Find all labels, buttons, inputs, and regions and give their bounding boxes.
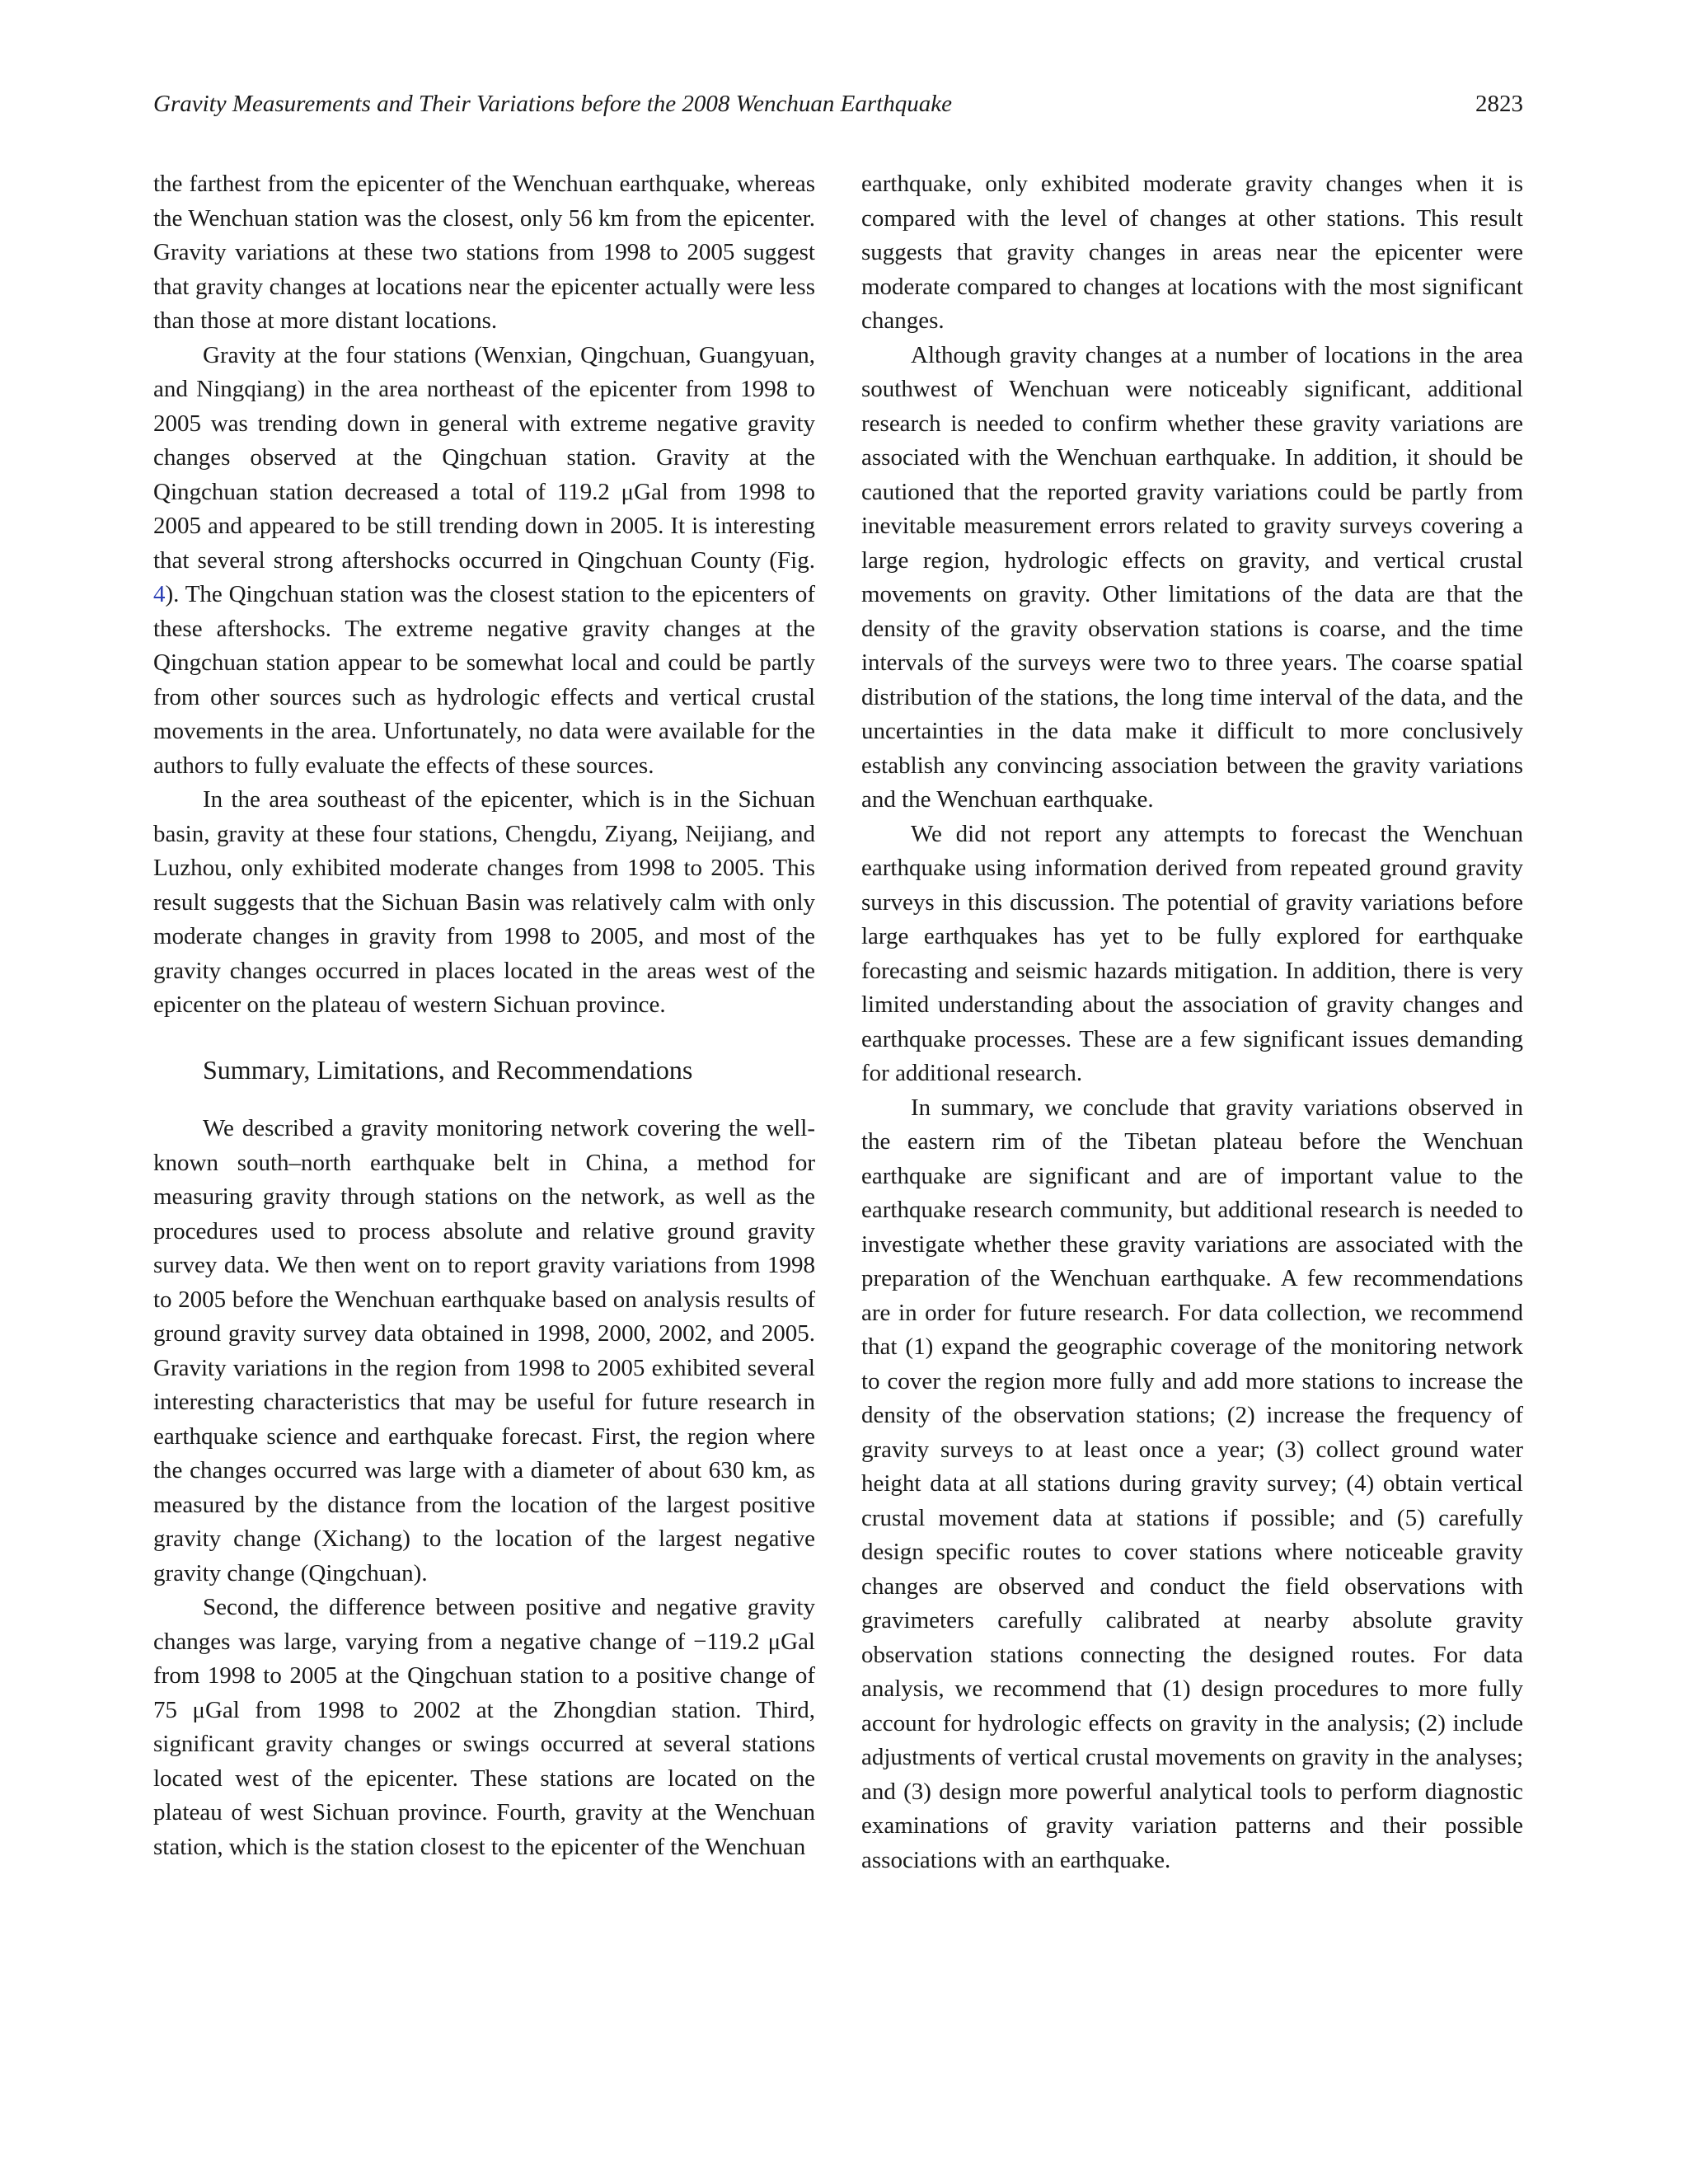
left-column	[153, 167, 815, 1864]
figure-4-link[interactable]: 4	[153, 581, 166, 607]
page-number: 2823	[1475, 91, 1523, 117]
paragraph-right-3: We did not report any attempts to forecast the Wenchuan earthquake using information derived from repeated ground gravity surveys in this discussion. The potential of gravity variations before large earthquakes has yet to be fully explored for earthquake forecasting and seismic hazards mitigation. In addition, there is very limited understanding about the association of gravity changes and earthquake processes. These are a few significant issues demanding for additional research.	[861, 820, 1523, 1086]
paragraph-right-4: In summary, we conclude that gravity variations observed in the eastern rim of the Tibetan plateau before the Wenchuan earthquake are significant and are of important value to the earthquake research community, but additional research is needed to investigate whether these gravity variations are associated with the preparation of the Wenchuan earthquake. A few recommendations are in order for future research. For data collection, we recommend that (1) expand the geographic coverage of the monitoring network to cover the region more fully and add more stations to increase the density of the observation stations; (2) increase the frequency of gravity surveys to at least once a year; (3) collect ground water height data at all stations during gravity survey; (4) obtain vertical crustal movement data at stations if possible; and (5) carefully design specific routes to cover stations where noticeable gravity changes are observed and conduct the field observations with gravimeters carefully calibrated at nearby absolute gravity observation stations connecting the designed routes. For data analysis, we recommend that (1) design procedures to more fully account for hydrologic effects on gravity in the analysis; (2) include adjustments of vertical crustal movements on gravity in the analyses; and (3) design more powerful analytical tools to perform diagnostic examinations of gravity variation patterns and their possible associations with an earthquake.	[861, 1094, 1523, 1873]
paragraph-left-4: We described a gravity monitoring network covering the well-known south–north earthquake belt in China, a method for measuring gravity through stations on the network, as well as the procedures used to process absolute and relative ground gravity survey data. We then went on to report gravity variations from 1998 to 2005 before the Wenchuan earthquake based on analysis results of ground gravity survey data obtained in 1998, 2000, 2002, and 2005. Gravity variations in the region from 1998 to 2005 exhibited several interesting characteristics that may be useful for future research in earthquake science and earthquake forecast. First, the region where the changes occurred was large with a diameter of about 630 km, as measured by the distance from the location of the largest positive gravity change (Xichang) to the location of the largest negative gravity change (Qingchuan).	[153, 1115, 815, 1586]
paragraph-left-2	[153, 339, 815, 784]
paragraph-left-1: the farthest from the epicenter of the Wenchuan earthquake, whereas the Wenchuan station was the closest, only 56 km from the epicenter. Gravity variations at these two stations from 1998 to 2005 suggest that gravity changes at locations near the epicenter actually were less than those at more distant locations.	[153, 171, 815, 334]
paragraph-left-2-text-b: ). The Qingchuan station was the closest station to the epicenters of these aftershocks. The extreme negative gravity changes at the Qingchuan station appear to be somewhat local and could be partly from other sources such as hydrologic effects and vertical crustal movements in the area. Unfortunately, no data were available for the authors to fully evaluate the effects of these sources.	[153, 581, 815, 779]
paragraph-left-3: In the area southeast of the epicenter, which is in the Sichuan basin, gravity at these four stations, Chengdu, Ziyang, Neijiang, and Luzhou, only exhibited moderate changes from 1998 to 2005. This result suggests that the Sichuan Basin was relatively calm with only moderate changes in gravity from 1998 to 2005, and most of the gravity changes occurred in places located in the areas west of the epicenter on the plateau of western Sichuan province.	[153, 786, 815, 1018]
section-heading: Summary, Limitations, and Recommendations	[203, 1054, 693, 1085]
paragraph-right-1: earthquake, only exhibited moderate gravity changes when it is compared with the level of changes at other stations. This result suggests that gravity changes in areas near the epicenter were moderate compared to changes at locations with the most significant changes.	[861, 171, 1523, 334]
paragraph-right-2: Although gravity changes at a number of locations in the area southwest of Wenchuan were noticeably significant, additional research is needed to confirm whether these gravity variations are associated with the Wenchuan earthquake. In addition, it should be cautioned that the reported gravity variations could be partly from inevitable measurement errors related to gravity surveys covering a large region, hydrologic effects on gravity, and vertical crustal movements on gravity. Other limitations of the data are that the density of the gravity observation stations is coarse, and the time intervals of the surveys were two to three years. The coarse spatial distribution of the stations, the long time interval of the data, and the uncertainties in the data make it difficult to more conclusively establish any convincing association between the gravity variations and the Wenchuan earthquake.	[861, 341, 1523, 813]
paragraph-left-5: Second, the difference between positive and negative gravity changes was large, varying from a negative change of −119.2 μGal from 1998 to 2005 at the Qingchuan station to a positive change of 75 μGal from 1998 to 2002 at the Zhongdian station. Third, significant gravity changes or swings occurred at several stations located west of the epicenter. These stations are located on the plateau of west Sichuan province. Fourth, gravity at the Wenchuan station, which is the station closest to the epicenter of the Wenchuan	[153, 1594, 815, 1860]
paragraph-left-2-text-a: Gravity at the four stations (Wenxian, Qingchuan, Guangyuan, and Ningqiang) in the area northeast of the epicenter from 1998 to 2005 was trending down in general with extreme negative gravity changes observed at the Qingchuan station. Gravity at the Qingchuan station decreased a total of 119.2 μGal from 1998 to 2005 and appeared to be still trending down in 2005. It is interesting that several strong aftershocks occurred in Qingchuan County (Fig.	[153, 341, 815, 574]
running-title: Gravity Measurements and Their Variations before the 2008 Wenchuan Earthquake	[153, 91, 952, 117]
running-header	[153, 86, 1523, 122]
right-column	[861, 167, 1523, 1877]
